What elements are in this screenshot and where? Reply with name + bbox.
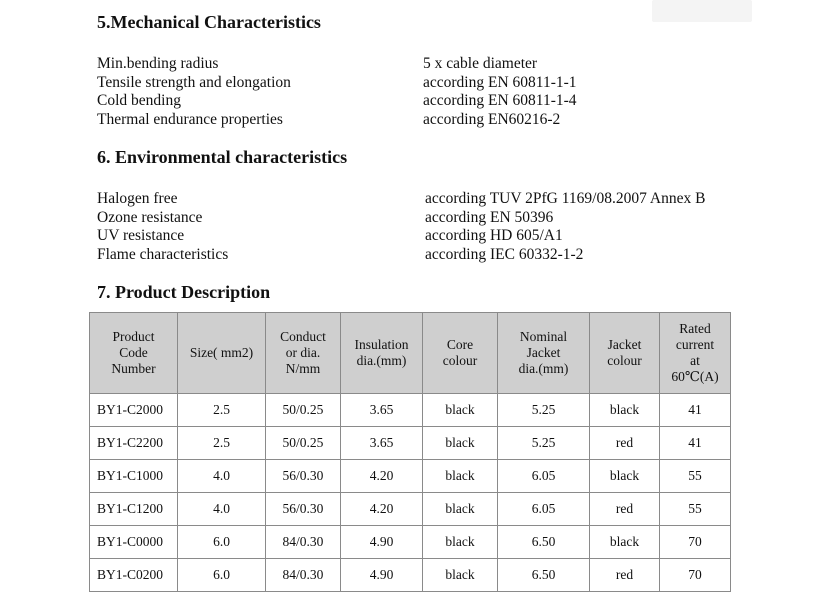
conductor-cell: 84/0.30 xyxy=(266,526,341,559)
column-header-label: Size( mm2) xyxy=(189,345,254,360)
conductor-cell: 56/0.30 xyxy=(266,493,341,526)
jacket-colour-cell: black xyxy=(590,394,660,427)
column-header-jacket-dia xyxy=(498,313,590,394)
property-name: Tensile strength and elongation xyxy=(97,73,291,91)
column-header-label: Insulation dia.(mm) xyxy=(354,337,409,368)
jacket-colour-cell: red xyxy=(590,493,660,526)
jacket-dia-cell: 6.50 xyxy=(498,526,590,559)
product-section-title: 7. Product Description xyxy=(97,282,271,302)
rated-current-cell: 70 xyxy=(660,559,731,592)
jacket-dia-cell: 6.50 xyxy=(498,559,590,592)
jacket-colour-cell: red xyxy=(590,427,660,460)
watermark-patch xyxy=(652,0,752,22)
column-header-size xyxy=(178,313,266,394)
product-description-table xyxy=(89,312,731,592)
conductor-cell: 56/0.30 xyxy=(266,460,341,493)
jacket-dia-cell: 5.25 xyxy=(498,427,590,460)
rated-current-cell: 55 xyxy=(660,493,731,526)
column-header-insulation xyxy=(341,313,423,394)
property-name: Thermal endurance properties xyxy=(97,111,283,129)
product-code-cell: BY1-C1200 xyxy=(90,493,178,526)
jacket-dia-cell: 6.05 xyxy=(498,460,590,493)
table-row xyxy=(90,493,731,526)
size-cell: 2.5 xyxy=(178,394,266,427)
property-name: Min.bending radius xyxy=(97,55,219,72)
conductor-cell: 50/0.25 xyxy=(266,427,341,460)
table-row xyxy=(90,394,731,427)
property-value: according IEC 60332-1-2 xyxy=(425,246,584,264)
column-header-rated-current xyxy=(660,313,731,394)
property-name: Ozone resistance xyxy=(97,208,203,226)
size-cell: 6.0 xyxy=(178,559,266,592)
insulation-cell: 4.90 xyxy=(341,526,423,559)
insulation-cell: 4.20 xyxy=(341,460,423,493)
property-value: according HD 605/A1 xyxy=(425,227,563,245)
size-cell: 2.5 xyxy=(178,427,266,460)
table-row xyxy=(90,559,731,592)
product-code-cell: BY1-C2200 xyxy=(90,427,178,460)
column-header-label: Conduct or dia. N/mm xyxy=(280,329,326,376)
insulation-cell: 3.65 xyxy=(341,427,423,460)
core-colour-cell: black xyxy=(423,526,498,559)
core-colour-cell: black xyxy=(423,394,498,427)
property-value: according EN 60811-1-4 xyxy=(423,92,577,110)
property-name: Flame characteristics xyxy=(97,246,229,264)
rated-current-cell: 55 xyxy=(660,460,731,493)
environmental-section-title: 6. Environmental characteristics xyxy=(97,147,348,167)
mechanical-section-title: 5.Mechanical Characteristics xyxy=(97,12,321,32)
column-header-label: Rated current at 60℃(A) xyxy=(671,321,719,384)
product-code-cell: BY1-C0000 xyxy=(90,526,178,559)
rated-current-cell: 41 xyxy=(660,394,731,427)
jacket-dia-cell: 5.25 xyxy=(498,394,590,427)
column-header-core-colour xyxy=(423,313,498,394)
core-colour-cell: black xyxy=(423,493,498,526)
property-name: Cold bending xyxy=(97,92,181,110)
rated-current-cell: 70 xyxy=(660,526,731,559)
rated-current-cell: 41 xyxy=(660,427,731,460)
jacket-colour-cell: black xyxy=(590,460,660,493)
column-header-label: Jacket colour xyxy=(607,337,642,368)
property-value: 5 x cable diameter xyxy=(423,55,538,72)
jacket-dia-cell: 6.05 xyxy=(498,493,590,526)
column-header-label: Core colour xyxy=(442,337,478,368)
conductor-cell: 84/0.30 xyxy=(266,559,341,592)
table-row xyxy=(90,427,731,460)
column-header-product-code xyxy=(90,313,178,394)
product-code-cell: BY1-C1000 xyxy=(90,460,178,493)
property-name: UV resistance xyxy=(97,227,185,245)
product-code-cell: BY1-C2000 xyxy=(90,394,178,427)
jacket-colour-cell: black xyxy=(590,526,660,559)
property-value: according EN60216-2 xyxy=(423,111,561,129)
property-name: Halogen free xyxy=(97,190,178,207)
property-value: according EN 50396 xyxy=(425,208,554,226)
column-header-label: Product Code Number xyxy=(111,329,156,376)
insulation-cell: 4.20 xyxy=(341,493,423,526)
column-header-label: Nominal Jacket dia.(mm) xyxy=(518,329,569,376)
size-cell: 6.0 xyxy=(178,526,266,559)
insulation-cell: 3.65 xyxy=(341,394,423,427)
size-cell: 4.0 xyxy=(178,460,266,493)
column-header-conductor xyxy=(266,313,341,394)
insulation-cell: 4.90 xyxy=(341,559,423,592)
product-code-cell: BY1-C0200 xyxy=(90,559,178,592)
jacket-colour-cell: red xyxy=(590,559,660,592)
core-colour-cell: black xyxy=(423,460,498,493)
property-value: according TUV 2PfG 1169/08.2007 Annex B xyxy=(425,190,706,207)
table-row xyxy=(90,526,731,559)
column-header-jacket-colour xyxy=(590,313,660,394)
table-row xyxy=(90,460,731,493)
table-header-row xyxy=(90,313,731,394)
conductor-cell: 50/0.25 xyxy=(266,394,341,427)
size-cell: 4.0 xyxy=(178,493,266,526)
core-colour-cell: black xyxy=(423,427,498,460)
core-colour-cell: black xyxy=(423,559,498,592)
property-value: according EN 60811-1-1 xyxy=(423,73,577,91)
